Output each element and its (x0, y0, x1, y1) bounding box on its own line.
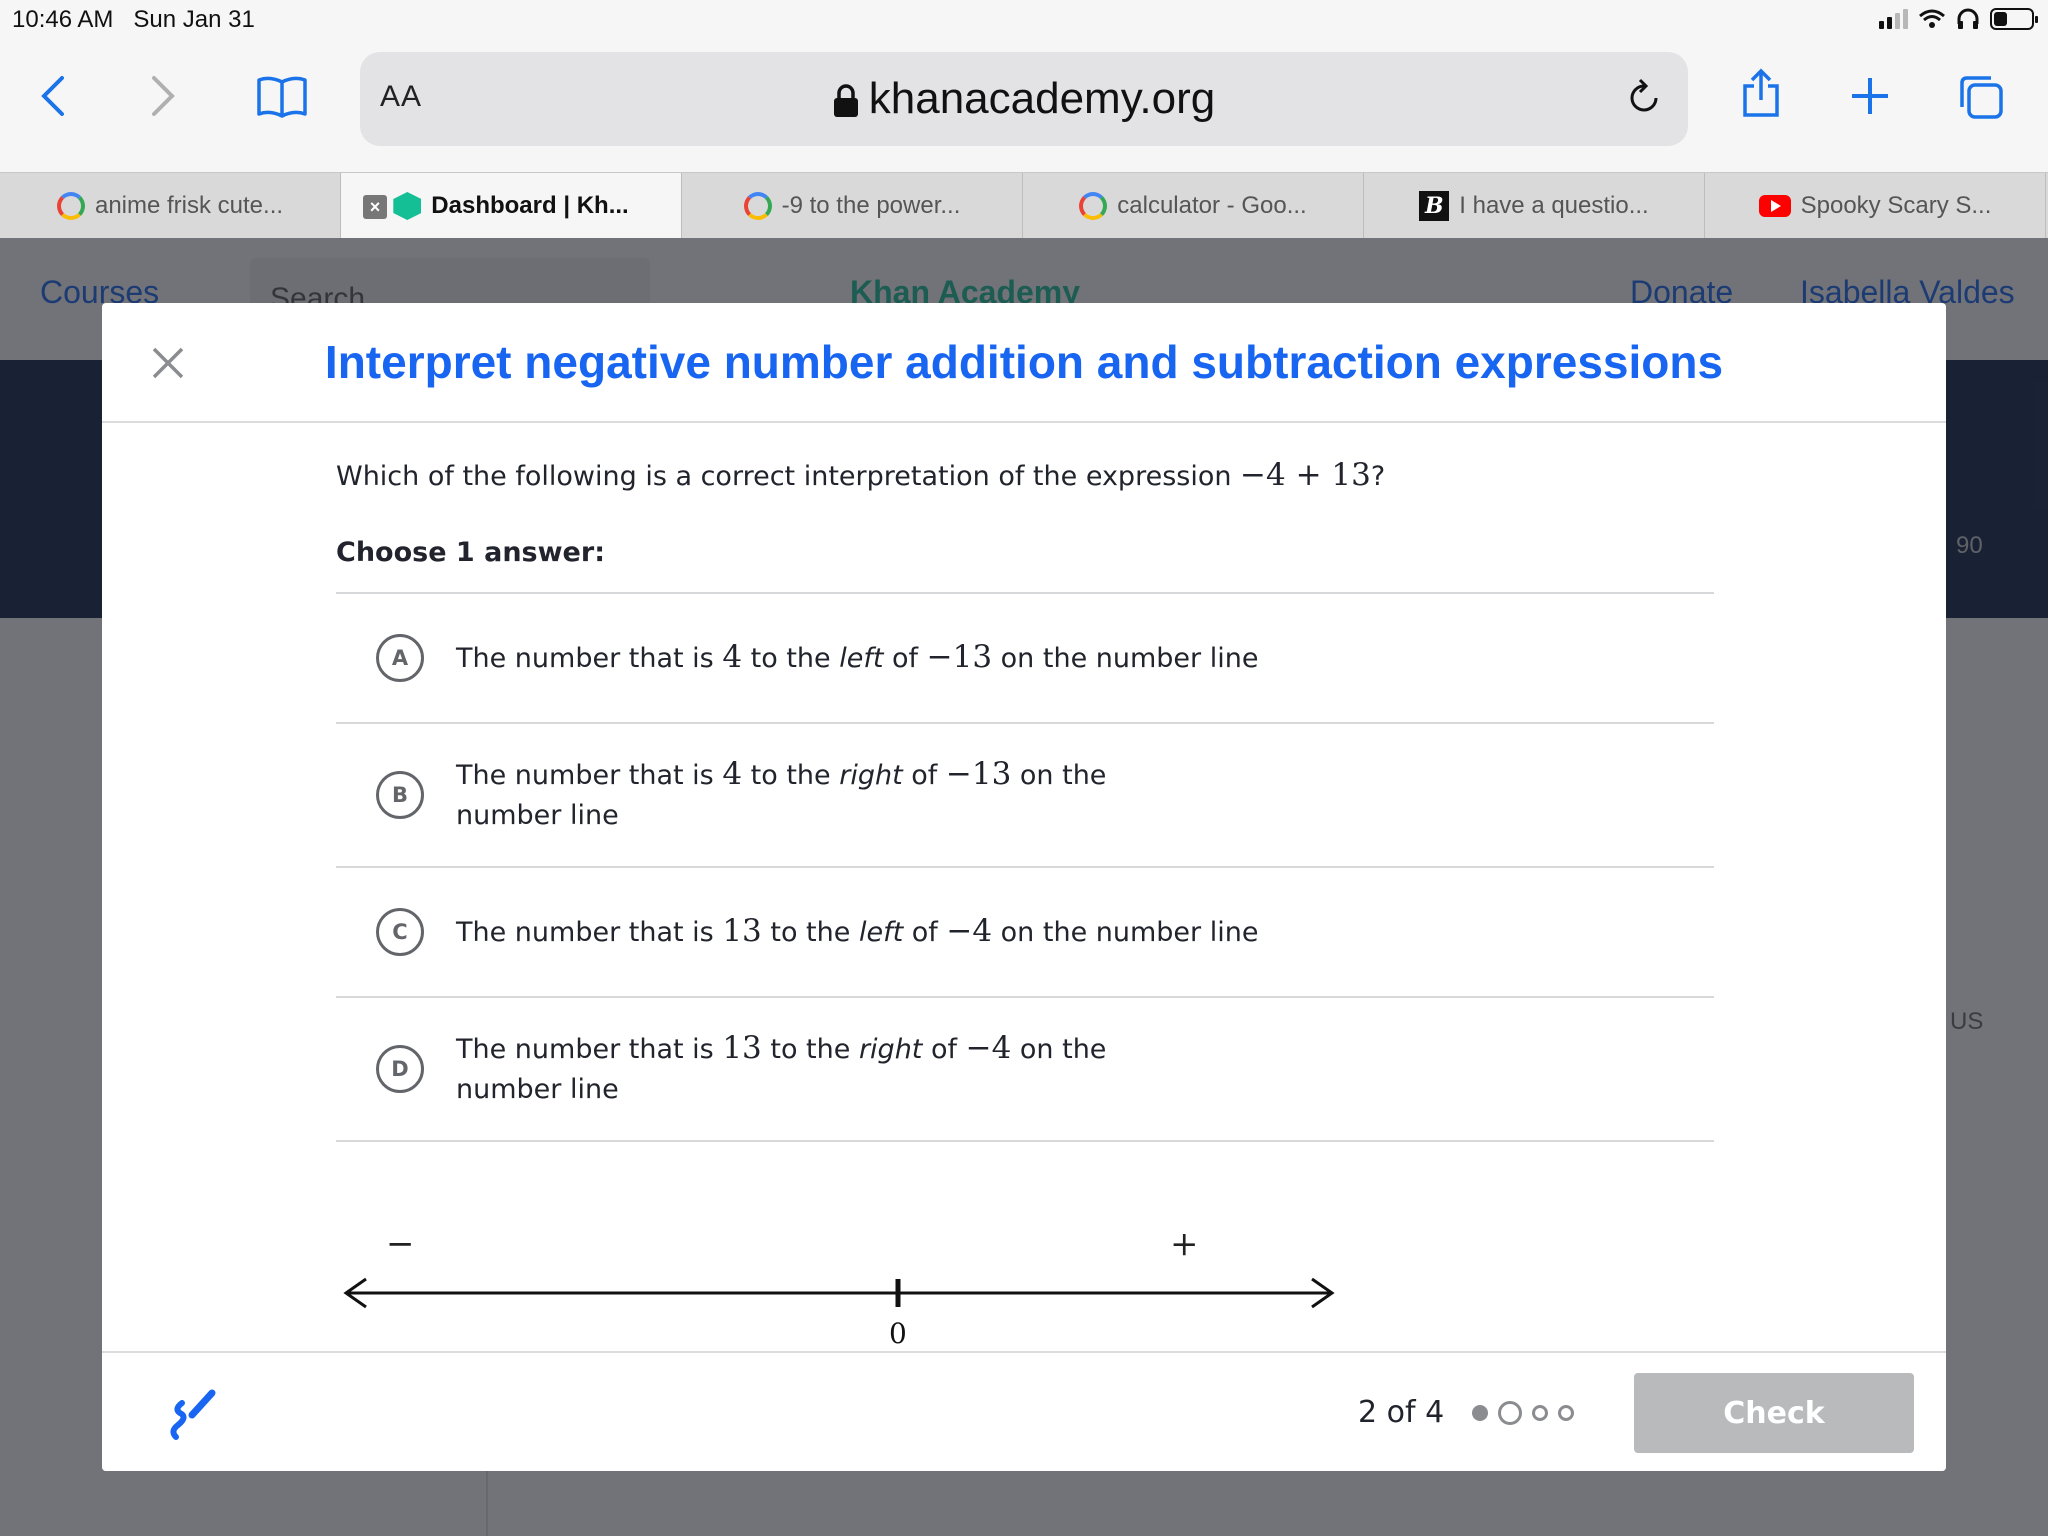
battery-icon (1990, 8, 2034, 30)
khan-academy-icon (393, 192, 421, 220)
tab-power[interactable] (682, 173, 1023, 239)
reload-icon[interactable] (1626, 76, 1662, 116)
choice-a[interactable] (336, 594, 1714, 724)
lock-icon (833, 84, 859, 118)
choice-text: The number that is 4 to the right of −13 on the number line (456, 756, 1107, 831)
google-icon (744, 192, 772, 220)
progress-dot-pending (1558, 1405, 1574, 1421)
brainly-icon: B (1419, 191, 1449, 221)
status-icons (1879, 8, 2034, 30)
tab-label: Spooky Scary S... (1800, 192, 1992, 219)
scratchpad-icon[interactable] (166, 1387, 218, 1441)
address-bar[interactable] (360, 52, 1688, 146)
tab-anime-frisk[interactable] (0, 173, 341, 239)
progress-dots (1472, 1401, 1574, 1425)
new-tab-icon[interactable] (1850, 76, 1890, 116)
url-text: khanacademy.org (868, 74, 1216, 123)
exercise-title: Interpret negative number addition and subtraction expressions (324, 336, 1724, 388)
youtube-icon (1759, 195, 1791, 217)
choice-d[interactable] (336, 998, 1714, 1142)
choice-b[interactable] (336, 724, 1714, 868)
tabs-overview-icon[interactable] (1958, 74, 2004, 120)
check-button[interactable]: Check (1634, 1373, 1914, 1453)
choice-letter: C (376, 908, 424, 956)
google-icon (1079, 192, 1107, 220)
progress-dot-current (1498, 1401, 1522, 1425)
choice-letter: B (376, 771, 424, 819)
progress-dot-pending (1532, 1405, 1548, 1421)
choice-text: The number that is 13 to the left of −4 on the number line (456, 913, 1259, 949)
question-text (336, 453, 1714, 499)
modal-footer (102, 1351, 1946, 1471)
number-line (336, 1203, 1336, 1353)
question-suffix: ? (1370, 461, 1386, 492)
share-icon[interactable] (1740, 68, 1782, 118)
number-line-zero-label: 0 (889, 1317, 907, 1350)
choice-letter: A (376, 634, 424, 682)
question-prefix: Which of the following is a correct interpretation of the expression (336, 461, 1241, 492)
text-size-label: AA (380, 80, 423, 113)
tab-strip (0, 172, 2048, 238)
status-time (12, 6, 255, 34)
tab-label: I have a questio... (1459, 192, 1649, 219)
cellular-signal-icon (1879, 9, 1908, 29)
number-line-plus-sign: + (1170, 1224, 1199, 1264)
clock-date: Sun Jan 31 (133, 6, 255, 33)
clock-time: 10:46 AM (12, 6, 114, 33)
google-icon (57, 192, 85, 220)
choice-text: The number that is 4 to the left of −13 on the number line (456, 639, 1259, 675)
wifi-icon (1918, 8, 1946, 30)
choice-letter: D (376, 1045, 424, 1093)
forward-icon[interactable] (148, 74, 178, 118)
progress-text: 2 of 4 (1358, 1395, 1445, 1430)
status-bar (0, 0, 2048, 40)
choose-label: Choose 1 answer: (336, 537, 605, 568)
close-tab-icon[interactable]: × (363, 195, 387, 219)
tab-spooky[interactable] (1705, 173, 2046, 239)
modal-header (102, 303, 1946, 423)
choice-c[interactable] (336, 868, 1714, 998)
url-display[interactable] (360, 74, 1688, 124)
tab-label: calculator - Goo... (1117, 192, 1307, 219)
choice-text: The number that is 13 to the right of −4 on the number line (456, 1030, 1107, 1105)
tab-label: -9 to the power... (781, 192, 961, 219)
progress-dot-complete (1472, 1405, 1488, 1421)
bookmarks-icon[interactable] (256, 74, 308, 118)
answer-choices (336, 592, 1714, 1142)
tab-label: Dashboard | Kh... (431, 192, 629, 219)
back-icon[interactable] (38, 74, 68, 118)
tab-dashboard[interactable] (341, 173, 682, 239)
tab-label: anime frisk cute... (94, 192, 284, 219)
question-area (336, 453, 1714, 1142)
tab-calculator[interactable] (1023, 173, 1364, 239)
headphones-icon (1956, 8, 1980, 30)
question-expression: −4 + 13 (1240, 457, 1371, 493)
number-line-minus-sign: − (386, 1224, 415, 1264)
tab-question[interactable] (1364, 173, 1705, 239)
browser-toolbar (0, 40, 2048, 172)
exercise-modal (102, 303, 1946, 1471)
